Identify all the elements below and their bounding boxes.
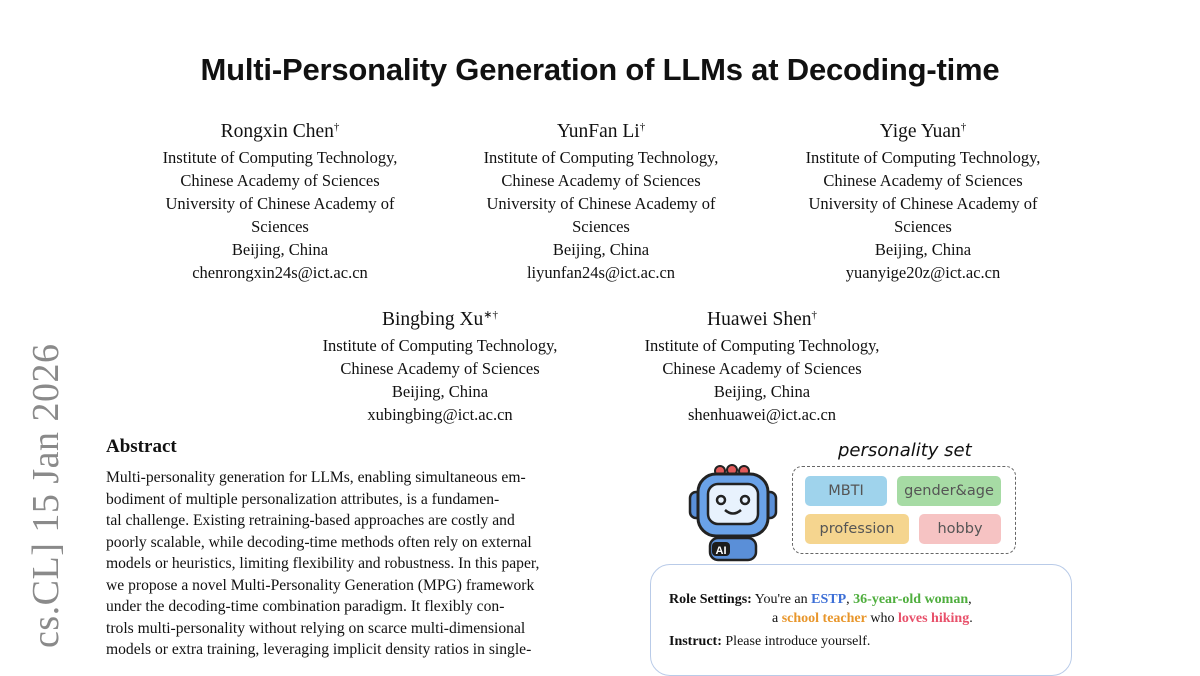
abstract-line: trols multi-personality without relying on scarce multi-dimensional xyxy=(106,619,526,637)
affiliation-line: Institute of Computing Technology, xyxy=(322,336,558,355)
author-mark: † xyxy=(811,309,818,321)
affiliation-line: Institute of Computing Technology, xyxy=(805,148,1041,167)
abstract-body xyxy=(106,467,578,661)
abstract-heading: Abstract xyxy=(106,436,177,457)
robot-badge-label: AI xyxy=(715,545,727,557)
author-block-2 xyxy=(451,114,751,284)
author-name: Huawei Shen xyxy=(706,309,812,330)
author-email: chenrongxin24s@ict.ac.cn xyxy=(192,263,368,282)
author-mark: † xyxy=(639,121,646,133)
role-text: . xyxy=(969,611,973,626)
author-mark: † xyxy=(960,121,967,133)
author-name: Rongxin Chen xyxy=(220,121,334,142)
hobby-value: loves hiking xyxy=(898,611,970,626)
author-name: YunFan Li xyxy=(556,121,640,142)
affiliation-line: Chinese Academy of Sciences xyxy=(501,171,701,190)
abstract-line: under the decoding-time combination paradigm. It flexibly con- xyxy=(106,598,505,615)
author-block-3 xyxy=(773,114,1073,284)
author-mark: ∗† xyxy=(483,309,499,321)
author-block-1 xyxy=(130,114,430,284)
affiliation-line: University of Chinese Academy of xyxy=(808,194,1038,213)
affiliation-line: Sciences xyxy=(251,217,309,236)
role-settings-line-2 xyxy=(772,611,973,627)
affiliation-line: Beijing, China xyxy=(552,240,650,259)
affiliation-line: Chinese Academy of Sciences xyxy=(180,171,380,190)
affiliation-line: Sciences xyxy=(894,217,952,236)
affiliation-line: Institute of Computing Technology, xyxy=(483,148,719,167)
role-text: You're an xyxy=(751,592,812,607)
affiliation-line: Chinese Academy of Sciences xyxy=(662,359,862,378)
affiliation-line: Chinese Academy of Sciences xyxy=(823,171,1023,190)
author-mark: † xyxy=(333,121,340,133)
profession-value: school teacher xyxy=(781,611,867,626)
affiliation-line: Sciences xyxy=(572,217,630,236)
personality-set-title: personality set xyxy=(838,440,972,461)
instruct-text: Please introduce yourself. xyxy=(721,634,871,649)
affiliation-line: University of Chinese Academy of xyxy=(486,194,716,213)
tag-profession: profession xyxy=(805,514,909,544)
abstract-line: models or heuristics, limiting flexibility and robustness. In this paper, xyxy=(106,555,540,572)
role-text: , xyxy=(968,592,972,607)
tag-hobby: hobby xyxy=(919,514,1001,544)
affiliation-line: Institute of Computing Technology, xyxy=(162,148,398,167)
instruct-label: Instruct: xyxy=(669,634,722,649)
tag-mbti: MBTI xyxy=(805,476,887,506)
author-block-5 xyxy=(612,302,912,426)
abstract-line: tal challenge. Existing retraining-based approaches are costly and xyxy=(106,512,515,529)
abstract-line: Multi-personality generation for LLMs, enabling simultaneous em- xyxy=(106,469,526,486)
mbti-value: ESTP xyxy=(811,592,847,607)
abstract-line: bodiment of multiple personalization attributes, is a fundamen- xyxy=(106,490,500,508)
abstract-line: poorly scalable, while decoding-time methods often rely on external xyxy=(106,533,532,551)
affiliation-line: University of Chinese Academy of xyxy=(165,194,395,213)
arxiv-stamp: cs.CL] 15 Jan 2026 xyxy=(25,343,67,648)
tag-gender-age: gender&age xyxy=(897,476,1001,506)
role-settings-label: Role Settings: xyxy=(669,592,752,607)
author-block-4 xyxy=(290,302,590,426)
role-text: a xyxy=(772,611,782,626)
author-name: Yige Yuan xyxy=(879,121,961,142)
page-title: Multi-Personality Generation of LLMs at Decoding-time xyxy=(200,52,1000,87)
affiliation-line: Beijing, China xyxy=(713,382,811,401)
author-email: liyunfan24s@ict.ac.cn xyxy=(526,263,676,282)
author-email: yuanyige20z@ict.ac.cn xyxy=(845,263,1001,282)
affiliation-line: Institute of Computing Technology, xyxy=(644,336,880,355)
role-settings-line-1 xyxy=(669,592,972,608)
role-text: who xyxy=(866,611,898,626)
abstract-line: we propose a novel Multi-Personality Generation (MPG) framework xyxy=(106,576,535,594)
age-value: 36-year-old woman xyxy=(853,592,969,607)
role-text: , xyxy=(846,592,854,607)
abstract-line: models or extra training, leveraging implicit density ratios in single- xyxy=(106,641,532,658)
affiliation-line: Chinese Academy of Sciences xyxy=(340,359,540,378)
affiliation-line: Beijing, China xyxy=(391,382,489,401)
author-email: shenhuawei@ict.ac.cn xyxy=(687,405,837,424)
affiliation-line: Beijing, China xyxy=(231,240,329,259)
author-name: Bingbing Xu xyxy=(381,309,484,330)
affiliation-line: Beijing, China xyxy=(874,240,972,259)
robot-icon xyxy=(688,464,780,564)
author-email: xubingbing@ict.ac.cn xyxy=(367,405,513,424)
